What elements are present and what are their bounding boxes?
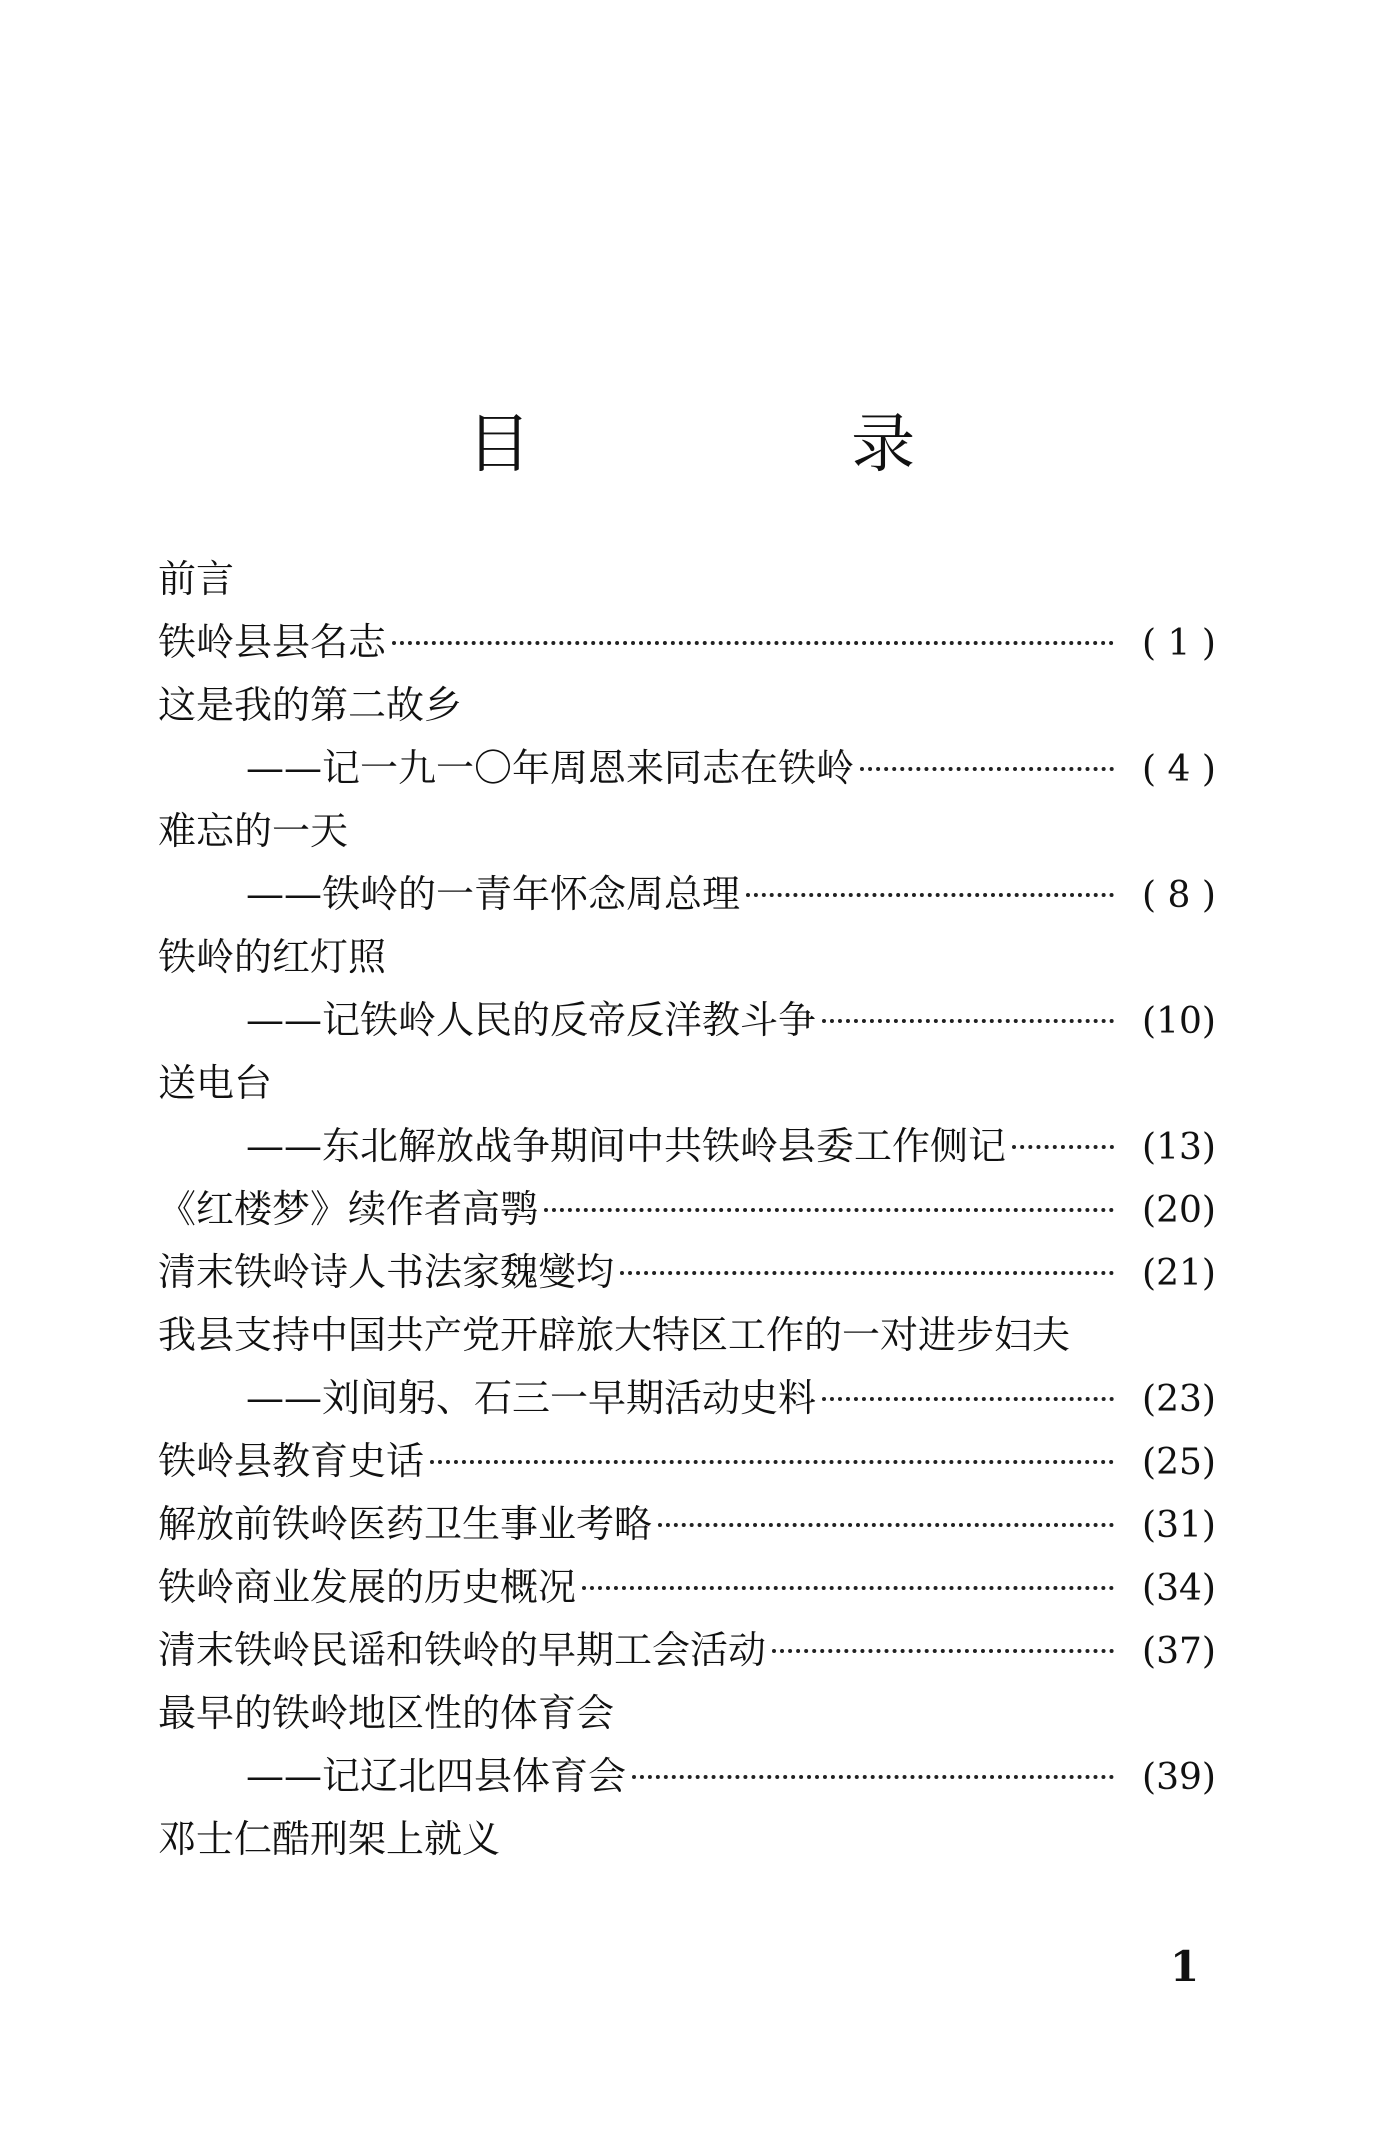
toc-entry-row — [158, 1556, 1238, 1619]
toc-subtitle-row — [158, 1745, 1238, 1808]
toc-leader-dots — [658, 1523, 1114, 1527]
toc-entry-row — [158, 1619, 1238, 1682]
toc-page-number: (23) — [1142, 1379, 1216, 1420]
toc-page-number: (31) — [1142, 1505, 1216, 1546]
toc-entry-title: 铁岭县县名志 — [158, 620, 387, 664]
toc-subtitle-row — [158, 737, 1238, 800]
toc-page-number: (25) — [1142, 1442, 1216, 1483]
toc-entry-row — [158, 1052, 1238, 1115]
toc-entry-row — [158, 1682, 1238, 1745]
toc-page-number: (39) — [1142, 1757, 1216, 1798]
toc-entry-title: 解放前铁岭医药卫生事业考略 — [158, 1502, 653, 1546]
toc-entry-row — [158, 1808, 1238, 1871]
toc-page-number: (21) — [1142, 1253, 1216, 1294]
toc-leader-dots — [582, 1586, 1114, 1590]
toc-entry-title: 送电台 — [158, 1061, 273, 1105]
toc-entry-row — [158, 674, 1238, 737]
toc-entry-row — [158, 611, 1238, 674]
toc-entry-title: 《红楼梦》续作者高鹗 — [158, 1187, 539, 1231]
toc-entry-title: 铁岭的红灯照 — [158, 935, 387, 979]
toc-entry-title: 我县支持中国共产党开辟旅大特区工作的一对进步妇夫 — [158, 1313, 1071, 1357]
toc-page-number: ( 8 ) — [1142, 875, 1216, 916]
toc-entry-row — [158, 800, 1238, 863]
toc-subtitle-row — [158, 1115, 1238, 1178]
toc-entry-title: 铁岭县教育史话 — [158, 1439, 425, 1483]
toc-entry-title: ——东北解放战争期间中共铁岭县委工作侧记 — [246, 1124, 1007, 1168]
toc-entry-row — [158, 1178, 1238, 1241]
toc-page-number: (37) — [1142, 1631, 1216, 1672]
toc-leader-dots — [822, 1019, 1114, 1023]
toc-leader-dots — [544, 1208, 1114, 1212]
toc-entry-title: 清末铁岭诗人书法家魏燮均 — [158, 1250, 615, 1294]
toc-subtitle-row — [158, 863, 1238, 926]
toc-entry-title: ——刘间躬、石三一早期活动史料 — [246, 1376, 817, 1420]
page-title: 目 录 — [466, 408, 1066, 482]
toc-leader-dots — [620, 1271, 1114, 1275]
toc-entry-title: ——记辽北四县体育会 — [246, 1754, 627, 1798]
toc-entry-title: 铁岭商业发展的历史概况 — [158, 1565, 577, 1609]
page-number: 1 — [1170, 1942, 1200, 1991]
toc-page-number: (13) — [1142, 1127, 1216, 1168]
toc-entry-title: ——记铁岭人民的反帝反洋教斗争 — [246, 998, 817, 1042]
toc-entry-row — [158, 1304, 1238, 1367]
toc-page-number: (10) — [1142, 1001, 1216, 1042]
toc-entry-row — [158, 1430, 1238, 1493]
toc-page-number: ( 4 ) — [1142, 749, 1216, 790]
toc-entry-title: 前言 — [158, 557, 235, 601]
toc-entry-title: 最早的铁岭地区性的体育会 — [158, 1691, 615, 1735]
toc-page-number: (34) — [1142, 1568, 1216, 1609]
toc-entry-title: 邓士仁酷刑架上就义 — [158, 1817, 501, 1861]
toc-page-number: ( 1 ) — [1142, 623, 1216, 664]
toc-leader-dots — [430, 1460, 1114, 1464]
toc-leader-dots — [632, 1775, 1114, 1779]
toc-entry-title: ——记一九一〇年周恩来同志在铁岭 — [246, 746, 855, 790]
toc-leader-dots — [860, 767, 1114, 771]
toc-entry-title: 难忘的一天 — [158, 809, 349, 853]
toc-leader-dots — [822, 1397, 1114, 1401]
toc-entry-title: 这是我的第二故乡 — [158, 683, 463, 727]
toc-entry-row — [158, 926, 1238, 989]
toc-leader-dots — [772, 1649, 1114, 1653]
toc-entry-row — [158, 1493, 1238, 1556]
toc-entry-row — [158, 1241, 1238, 1304]
toc-subtitle-row — [158, 1367, 1238, 1430]
toc-entry-row — [158, 548, 1238, 611]
toc-leader-dots — [392, 641, 1114, 645]
toc-page-number: (20) — [1142, 1190, 1216, 1231]
toc-entry-title: 清末铁岭民谣和铁岭的早期工会活动 — [158, 1628, 767, 1672]
toc-entry-title: ——铁岭的一青年怀念周总理 — [246, 872, 741, 916]
toc-subtitle-row — [158, 989, 1238, 1052]
table-of-contents — [158, 548, 1238, 1871]
toc-leader-dots — [1012, 1145, 1114, 1149]
toc-leader-dots — [746, 893, 1114, 897]
